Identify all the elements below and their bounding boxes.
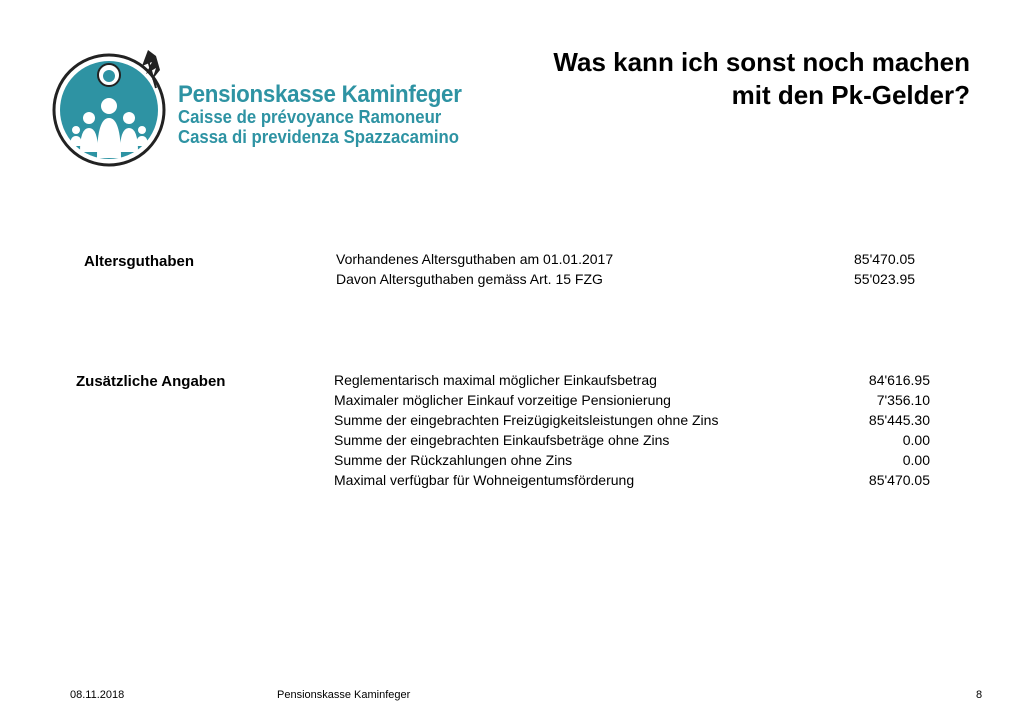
table-row (334, 370, 934, 390)
page-title-line-1: Was kann ich sonst noch machen (553, 47, 970, 77)
row-label: Reglementarisch maximal möglicher Einkaufsbetrag (334, 372, 657, 388)
logo-line-3: Cassa di previdenza Spazzacamino (178, 127, 459, 147)
row-value: 7'356.10 (876, 392, 930, 408)
section-label-altersguthaben: Altersguthaben (84, 253, 195, 270)
row-label: Summe der Rückzahlungen ohne Zins (334, 452, 573, 468)
page-title-line-2: mit den Pk-Gelder? (731, 80, 970, 110)
table-row (336, 269, 926, 289)
logo-line-1: Pensionskasse Kaminfeger (178, 81, 462, 108)
chimney-sweep-logo-icon (52, 48, 170, 170)
row-label: Summe der eingebrachten Freizügigkeitsleistungen ohne Zins (334, 412, 719, 428)
altersguthaben-table (336, 249, 926, 289)
table-row (334, 470, 934, 490)
page-title (553, 46, 970, 112)
table-row (334, 450, 934, 470)
row-value: 55'023.95 (854, 271, 916, 287)
row-value: 85'470.05 (868, 472, 930, 488)
table-row (336, 249, 926, 269)
footer-page-number: 8 (976, 689, 983, 701)
row-value: 0.00 (902, 452, 930, 468)
row-value: 84'616.95 (868, 372, 930, 388)
row-label: Maximal verfügbar für Wohneigentumsförderung (334, 472, 635, 488)
footer-date: 08.11.2018 (70, 689, 125, 701)
row-label: Maximaler möglicher Einkauf vorzeitige Pensionierung (334, 392, 671, 408)
table-row (334, 410, 934, 430)
section-label-zusaetzliche-angaben: Zusätzliche Angaben (76, 373, 226, 390)
row-label: Vorhandenes Altersguthaben am 01.01.2017 (336, 251, 614, 267)
row-label: Summe der eingebrachten Einkaufsbeträge ohne Zins (334, 432, 670, 448)
row-value: 0.00 (902, 432, 930, 448)
footer-organization: Pensionskasse Kaminfeger (277, 689, 411, 701)
logo-line-2: Caisse de prévoyance Ramoneur (178, 107, 442, 127)
zusaetzliche-angaben-table (334, 370, 934, 490)
row-value: 85'445.30 (868, 412, 930, 428)
table-row (334, 430, 934, 450)
row-label: Davon Altersguthaben gemäss Art. 15 FZG (336, 271, 603, 287)
logo (52, 48, 462, 170)
row-value: 85'470.05 (854, 251, 916, 267)
table-row (334, 390, 934, 410)
